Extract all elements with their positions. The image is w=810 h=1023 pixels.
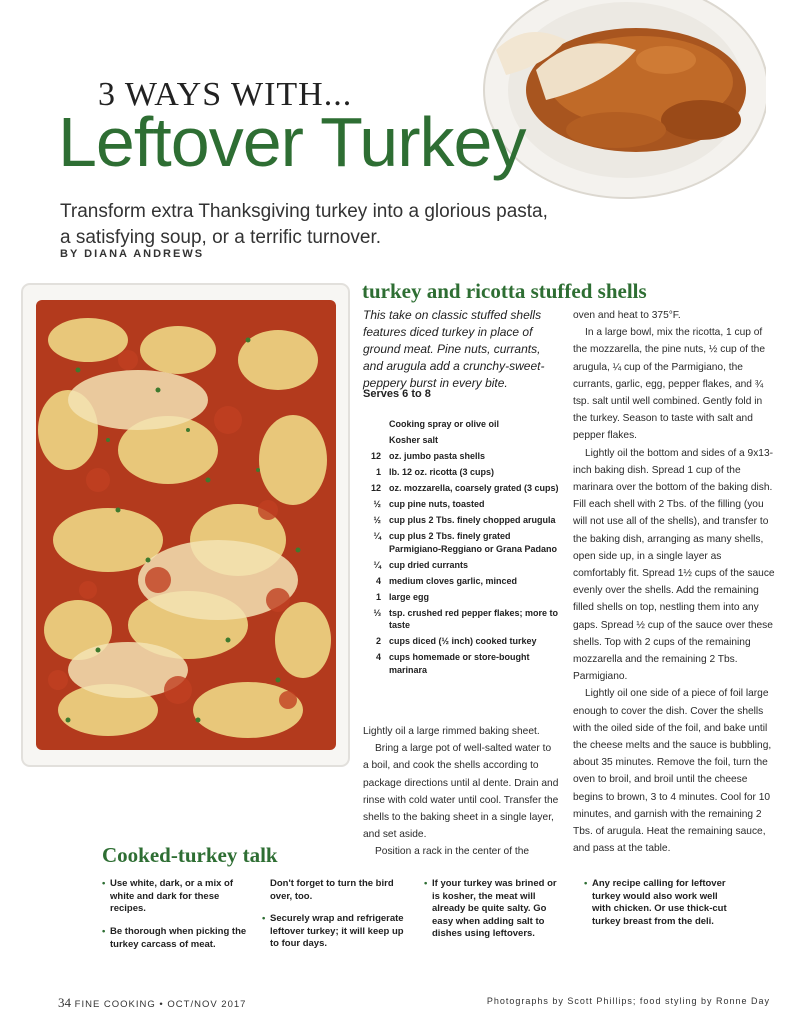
ingredient-qty: ½ (373, 515, 381, 525)
tip-item (102, 926, 250, 951)
ingredient-item: Kosher salt (389, 435, 439, 445)
tip-text: If your turkey was brined or is kosher, the meat will already be quite salty. Go easy when adding salt to dishes using leftovers. (432, 878, 557, 939)
ingredient-row (363, 482, 563, 495)
ingredient-item: cup dried currants (389, 559, 469, 570)
ingredient-qty: ¼ (373, 531, 381, 541)
recipe-intro: This take on classic stuffed shells features diced turkey in place of ground meat. Pine nuts, currants, and arugula add a crunchy-sweet-peppery burst in every bite. (363, 308, 545, 390)
ingredient-item: cup plus 2 Tbs. finely grated Parmigiano-Reggiano or Grana Padano (389, 531, 558, 554)
ingredient-item: cups homemade or store-bought marinara (389, 652, 530, 675)
tip-text: Don't forget to turn the bird over, too. (270, 878, 394, 902)
ingredient-item: Cooking spray or olive oil (389, 419, 500, 429)
ingredient-qty: 12 (370, 451, 381, 461)
ingredient-item: large egg (389, 591, 430, 602)
ingredient-row (363, 434, 563, 447)
bullet-icon: • (102, 878, 106, 889)
bullet-icon: • (584, 878, 588, 889)
tip-item (424, 878, 562, 941)
kicker: 3 WAYS WITH... (98, 76, 353, 113)
tip-text: Any recipe calling for leftover turkey would also work well with chicken. Or use thick-cut turkey breast from the deli. (592, 878, 727, 927)
ingredient-row (363, 466, 563, 479)
method-paragraph: Lightly oil one side of a piece of foil large enough to cover the dish. Cover the shells with the oiled side of the foil, and bake until the cheese melts and the sauce is bubbling, about 35 minutes. Remove the foil, turn the oven to broil, and broil until the cheese begins to brown, 3 to 4 minutes. Cool for 10 minutes, and garnish with the remaining 2 Tbs. of arugula. Heat the remaining sauce, and pass at the table. (573, 688, 772, 855)
recipe-serves: Serves 6 to 8 (363, 388, 431, 400)
ingredient-qty: 4 (375, 652, 381, 662)
recipe-title: turkey and ricotta stuffed shells (362, 279, 647, 303)
tip-text: Be thorough when picking the turkey carcass of meat. (110, 926, 247, 950)
ingredient-row (363, 651, 563, 676)
method-paragraph: oven and heat to 375°F. (573, 310, 681, 321)
photo-credits: Photographs by Scott Phillips; food styling by Ronne Day (486, 996, 770, 1006)
ingredient-list (363, 418, 563, 680)
method-paragraph: In a large bowl, mix the ricotta, 1 cup of the mozzarella, the pine nuts, ½ cup of the arugula, ¼ cup of the Parmigiano, the currants, garlic, egg, pepper flakes, and ¾ tsp. salt until well combined. Gently fold in the turkey. Season to taste with salt and pepper flakes. (573, 327, 765, 442)
ingredient-row (363, 575, 563, 588)
ingredient-row (363, 498, 563, 511)
ingredient-qty: ⅓ (373, 607, 381, 618)
publication-info: FINE COOKING • OCT/NOV 2017 (74, 999, 247, 1010)
ingredient-qty: 12 (370, 483, 381, 493)
ingredient-row (363, 530, 563, 555)
tip-text: Use white, dark, or a mix of white and dark for these recipes. (110, 878, 234, 914)
byline: BY DIANA ANDREWS (60, 248, 205, 260)
ingredient-qty: 2 (375, 636, 381, 646)
ingredient-qty: 4 (375, 575, 381, 586)
page-title: Leftover Turkey (58, 103, 526, 181)
tip-item (270, 878, 410, 903)
method-column-left (363, 723, 559, 861)
ingredient-row (363, 514, 563, 527)
page-number: 34 (58, 995, 71, 1010)
method-paragraph: Bring a large pot of well-salted water to a boil, and cook the shells according to package directions until al dente. Drain and rinse with cold water until cool. Transfer the shells to the baking sheet in a single layer, and set aside. (363, 743, 559, 841)
ingredient-qty: 1 (375, 591, 381, 602)
ingredient-item: oz. jumbo pasta shells (389, 451, 486, 461)
bullet-icon: • (424, 878, 428, 889)
ingredient-row (363, 559, 563, 572)
method-column-right (573, 307, 775, 858)
method-paragraph: Lightly oil the bottom and sides of a 9x13-inch baking dish. Spread 1 cup of the marinara over the bottom of the baking dish. Fill each shell with 2 Tbs. of the filling (you will not use all of the shells), and transfer to the baking dish, arranging as many shells, open side up, in a single layer as comfortably fit. Spread 1½ cups of the sauce evenly over the shells. Add the remaining filled shells on top, nestling them into any gaps. Spread ½ cup of the sauce over these shells. Top with 2 cups of the remaining mozzarella and the remaining 2 Tbs. Parmigiano. (573, 447, 775, 683)
stuffed-shells-photo (18, 280, 353, 770)
ingredient-item: lb. 12 oz. ricotta (3 cups) (389, 467, 495, 477)
ingredient-item: medium cloves garlic, minced (389, 575, 518, 586)
deck: Transform extra Thanksgiving turkey into a glorious pasta, a satisfying soup, or a terrific turnover. (60, 201, 548, 248)
ingredient-item: oz. mozzarella, coarsely grated (3 cups) (389, 483, 559, 493)
bullet-icon: • (102, 926, 106, 937)
tip-item (584, 878, 732, 928)
method-paragraph: Position a rack in the center of the (375, 846, 530, 858)
ingredient-item: cup plus 2 Tbs. finely chopped arugula (389, 515, 556, 525)
ingredient-qty: 1 (375, 467, 381, 477)
ingredient-item: tsp. crushed red pepper flakes; more to taste (389, 607, 559, 630)
tips-title: Cooked-turkey talk (102, 843, 278, 867)
ingredient-qty: ¼ (373, 559, 381, 570)
ingredient-row (363, 607, 563, 632)
footer-folio (58, 995, 246, 1011)
method-paragraph: Lightly oil a large rimmed baking sheet. (363, 726, 540, 737)
tip-text: Securely wrap and refrigerate leftover turkey; it will keep up to four days. (270, 913, 404, 949)
ingredient-row (363, 635, 563, 648)
ingredient-row (363, 450, 563, 463)
ingredient-qty (363, 434, 389, 447)
bullet-icon: • (262, 913, 266, 924)
ingredient-item: cup pine nuts, toasted (389, 499, 485, 509)
tip-item (102, 878, 250, 916)
ingredient-item: cups diced (½ inch) cooked turkey (389, 636, 537, 646)
tip-item (262, 913, 410, 951)
ingredient-qty: ½ (373, 499, 381, 509)
ingredient-row (363, 591, 563, 604)
ingredient-row (363, 418, 563, 431)
ingredient-qty (363, 418, 389, 431)
